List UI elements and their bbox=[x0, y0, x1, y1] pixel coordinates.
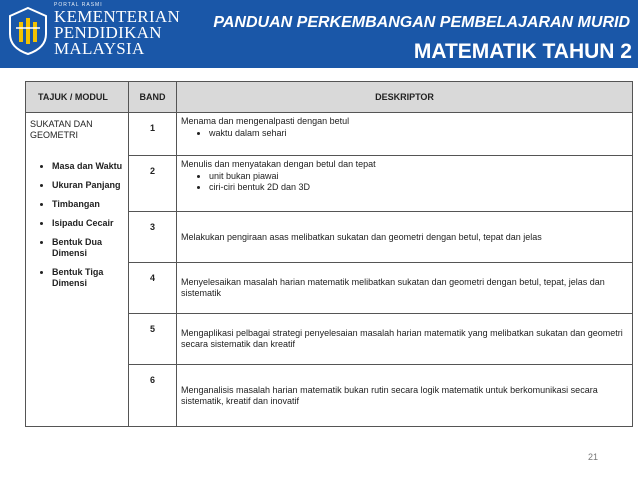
band-cell: 2 bbox=[129, 156, 177, 212]
logo-line-3: MALAYSIA bbox=[54, 39, 145, 58]
column-header-band: BAND bbox=[129, 82, 177, 113]
topic-item: • Bentuk Dua Dimensi bbox=[52, 237, 124, 259]
document-subtitle: MATEMATIK TAHUN 2 bbox=[413, 40, 632, 63]
descriptor-bullets bbox=[181, 171, 627, 193]
topic-item: • Ukuran Panjang bbox=[52, 180, 124, 191]
band-cell: 4 bbox=[129, 263, 177, 314]
topic-cell bbox=[26, 113, 129, 427]
band-cell: 3 bbox=[129, 212, 177, 263]
descriptor-bullet: • waktu dalam sehari bbox=[209, 128, 627, 139]
logo-line-1: KEMENTERIAN bbox=[54, 7, 181, 26]
document-title: PANDUAN PERKEMBANGAN PEMBELAJARAN MURID bbox=[213, 14, 630, 31]
descriptor-cell: Menyelesaikan masalah harian matematik melibatkan sukatan dan geometri dengan betul, tepat, jelas dan sistematik bbox=[177, 263, 633, 314]
topic-list bbox=[30, 161, 124, 289]
logo-portal-label: PORTAL RASMI bbox=[54, 2, 103, 8]
page-number: 21 bbox=[588, 452, 599, 462]
column-header-descriptor: DESKRIPTOR bbox=[177, 82, 633, 113]
band-cell: 6 bbox=[129, 365, 177, 427]
topic-item: • Masa dan Waktu bbox=[52, 161, 124, 172]
ministry-logo-text bbox=[54, 2, 181, 58]
topic-title: SUKATAN DAN GEOMETRI bbox=[30, 119, 93, 140]
descriptor-bullet: • ciri-ciri bentuk 2D dan 3D bbox=[209, 182, 627, 193]
topic-item: • Isipadu Cecair bbox=[52, 218, 124, 229]
header-banner bbox=[0, 0, 638, 68]
logo-line-2: PENDIDIKAN bbox=[54, 23, 162, 42]
band-cell: 1 bbox=[129, 113, 177, 156]
topic-item: • Bentuk Tiga Dimensi bbox=[52, 267, 124, 289]
descriptor-cell: Mengaplikasi pelbagai strategi penyelesaian masalah harian matematik yang melibatkan sukatan dan geometri secara sistematik dan kreatif bbox=[177, 314, 633, 365]
descriptor-cell bbox=[177, 156, 633, 212]
descriptor-text: Menama dan mengenalpasti dengan betul bbox=[181, 116, 350, 126]
descriptor-table bbox=[25, 81, 633, 427]
column-header-topic: TAJUK / MODUL bbox=[26, 82, 129, 113]
descriptor-cell: Melakukan pengiraan asas melibatkan sukatan dan geometri dengan betul, tepat dan jelas bbox=[177, 212, 633, 263]
table-row bbox=[26, 113, 633, 156]
descriptor-text: Menulis dan menyatakan dengan betul dan tepat bbox=[181, 159, 376, 169]
band-cell: 5 bbox=[129, 314, 177, 365]
ministry-crest-icon bbox=[6, 6, 50, 56]
topic-item: • Timbangan bbox=[52, 199, 124, 210]
descriptor-bullets bbox=[181, 128, 627, 139]
table-header-row bbox=[26, 82, 633, 113]
descriptor-cell: Menganalisis masalah harian matematik bukan rutin secara logik matematik untuk berkomunikasi secara sistematik, kreatif dan inovatif bbox=[177, 365, 633, 427]
descriptor-bullet: • unit bukan piawai bbox=[209, 171, 627, 182]
descriptor-cell bbox=[177, 113, 633, 156]
